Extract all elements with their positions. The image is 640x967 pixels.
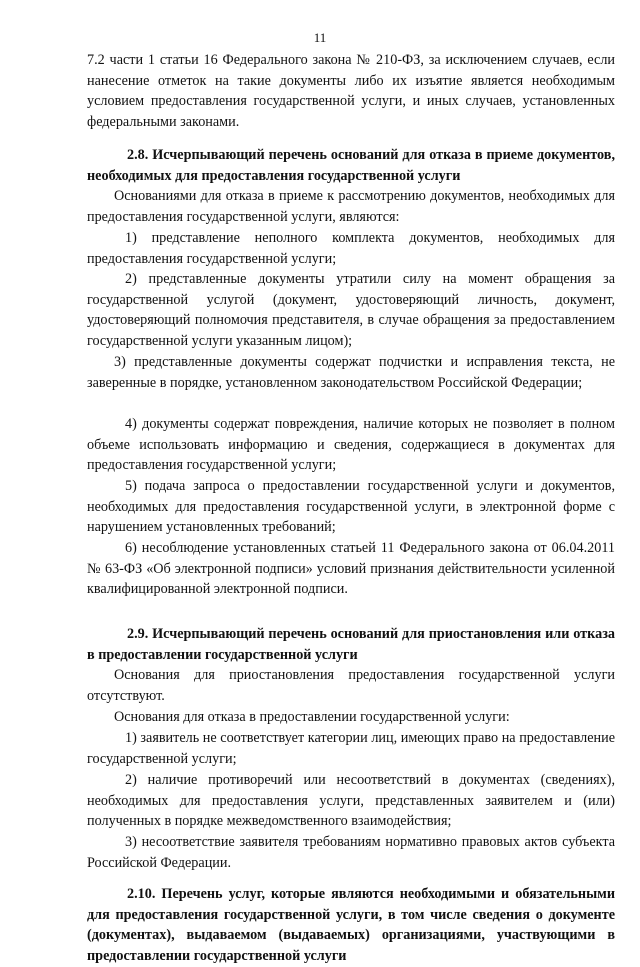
- section-2-8-item-2: 2) представленные документы утратили силу на момент обращения за государственной услугой (документ, удостоверяющий личность, документ, удостоверяющий полномочия представителя, в случае обращения за предоставлением государственной услуги указанным лицом);: [87, 271, 615, 350]
- section-2-8-item-5: 5) подача запроса о предоставлении государственной услуги и документов, необходимых для предоставления государственной услуги, в электронной форме с нарушением установленных требований;: [87, 478, 615, 536]
- section-2-9-refusal-lead: Основания для отказа в предоставлении государственной услуги:: [114, 709, 510, 725]
- section-2-10-heading: 2.10. Перечень услуг, которые являются необходимыми и обязательными для предоставления государственной услуги, в том числе сведения о документе (документах), выдаваемом (выдаваемых) организациями, участвующими в предоставлении государственной услуги: [87, 886, 615, 965]
- section-2-9-item-2: 2) наличие противоречий или несоответствий в документах (сведениях), необходимых для предоставления услуги, представленных заявителем и (или) полученных в порядке межведомственного взаимодействия;: [87, 772, 615, 830]
- section-2-8-item-4: 4) документы содержат повреждения, наличие которых не позволяет в полном объеме использовать информацию и сведения, содержащиеся в документах для предоставления государственной услуги;: [87, 416, 615, 474]
- section-2-9-item-3: 3) несоответствие заявителя требованиям нормативно правовых актов субъекта Российской Федерации.: [87, 834, 615, 871]
- section-2-9-item-1: 1) заявитель не соответствует категории лиц, имеющих право на предоставление государственной услуги;: [87, 730, 615, 767]
- section-2-9-suspension-text: Основания для приостановления предоставления государственной услуги отсутствуют.: [87, 667, 615, 704]
- section-2-8-item-3: 3) представленные документы содержат подчистки и исправления текста, не заверенные в порядке, установленном законодательством Российской Федерации;: [87, 354, 615, 391]
- section-2-8-lead: Основаниями для отказа в приеме к рассмотрению документов, необходимых для предоставления государственной услуги, являются:: [87, 188, 615, 225]
- section-2-8-heading: 2.8. Исчерпывающий перечень оснований для отказа в приеме документов, необходимых для предоставления государственной услуги: [87, 147, 615, 184]
- section-2-8-item-1: 1) представление неполного комплекта документов, необходимых для предоставления государственной услуги;: [87, 230, 615, 267]
- section-2-9-heading: 2.9. Исчерпывающий перечень оснований для приостановления или отказа в предоставлении государственной услуги: [87, 626, 615, 663]
- section-2-8-item-6: 6) несоблюдение установленных статьей 11 Федерального закона от 06.04.2011 № 63-ФЗ «Об электронной подписи» условий признания действительности усиленной квалифицированной электронной подписи.: [87, 540, 615, 598]
- page-number: 11: [313, 30, 327, 45]
- intro-paragraph: 7.2 части 1 статьи 16 Федерального закона № 210-ФЗ, за исключением случаев, если нанесение отметок на такие документы либо их изъятие является необходимым условием предоставления государственной услуги, и иных случаев, установленных федеральными законами.: [87, 52, 615, 131]
